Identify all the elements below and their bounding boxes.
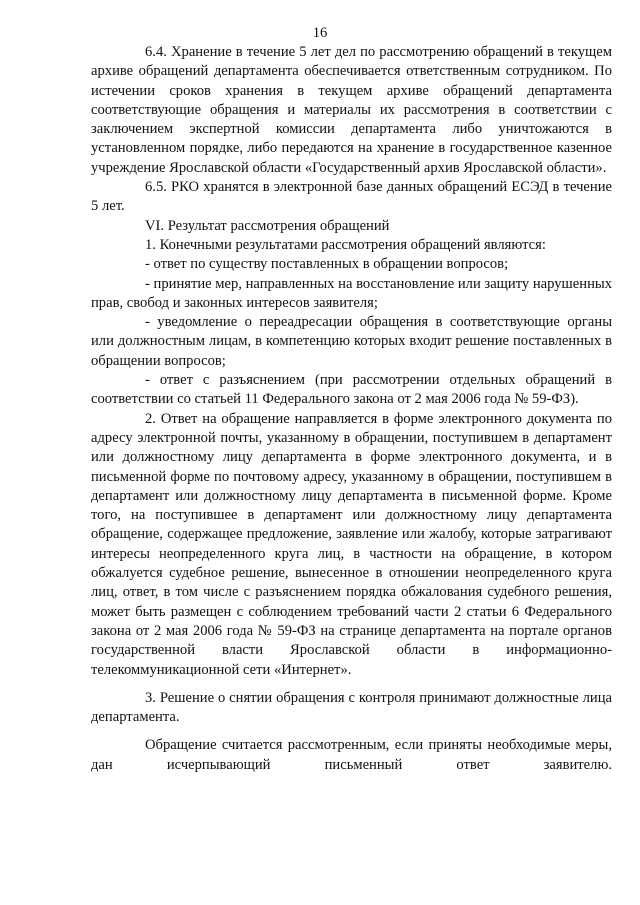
paragraph-6-4: 6.4. Хранение в течение 5 лет дел по рассмотрению обращений в текущем архиве обращений департамента обеспечивается ответственным сотрудником. По истечении сроков хранения в текущем архиве обращений департамента соответствующие обращения и материалы их рассмотрения в соответствии с заключением экспертной комиссии департамента либо уничтожаются в установленном порядке, либо передаются на хранение в государственное казенное учреждение Ярославской области «Государственный архив Ярославской области». [91,44,612,176]
page-body [91,43,612,775]
paragraph-control-removal: 3. Решение о снятии обращения с контроля принимают должностные лица департамента. [91,689,612,726]
list-item-redirect-notice: - уведомление о переадресации обращения в соответствующие органы или должностным лицам, в компетенцию которых входит решение поставленных в обращении вопросов; [91,314,612,369]
section-heading: VI. Результат рассмотрения обращений [145,217,390,234]
list-item-measures: - принятие мер, направленных на восстановление или защиту нарушенных прав, свобод и законных интересов заявителя; [91,275,612,311]
paragraph-results-intro: 1. Конечными результатами рассмотрения обращений являются: [145,236,546,253]
paragraph-6-5: 6.5. РКО хранятся в электронной базе данных обращений ЕСЭД в течение 5 лет. [91,179,612,215]
list-item-answer: - ответ по существу поставленных в обращении вопросов; [145,256,509,273]
paragraph-answer-form: 2. Ответ на обращение направляется в форме электронного документа по адресу электронной почты, указанному в обращении, поступившем в департамент или должностному лицу департамента в форме электронного документа, и в письменной форме по почтовому адресу, указанному в обращении, поступившем в департамент или должностному лицу департамента в письменной форме. Кроме того, на поступившее в департамент или должностному лицу департамента обращение, содержащее предложение, заявление или жалобу, которые затрагивают интересы неопределенного круга лиц, в частности на обращение, в котором обжалуется судебное решение, вынесенное в отношении неопределенного круга лиц, ответ, в том числе с разъяснением порядка обжалования судебного решения, может быть размещен с соблюдением требований части 2 статьи 6 Федерального закона от 2 мая 2006 года № 59-ФЗ на странице департамента на портале органов государственной власти Ярославской области в информационно-телекоммуникационной сети «Интернет». [91,410,612,678]
paragraph-considered: Обращение считается рассмотренным, если приняты необходимые меры, дан исчерпывающий письменный ответ заявителю. [91,737,612,773]
list-item-explanation: - ответ с разъяснением (при рассмотрении отдельных обращений в соответствии со статьей 11 Федерального закона от 2 мая 2006 года № 59-ФЗ). [91,372,612,408]
page-number: 16 [312,25,328,41]
